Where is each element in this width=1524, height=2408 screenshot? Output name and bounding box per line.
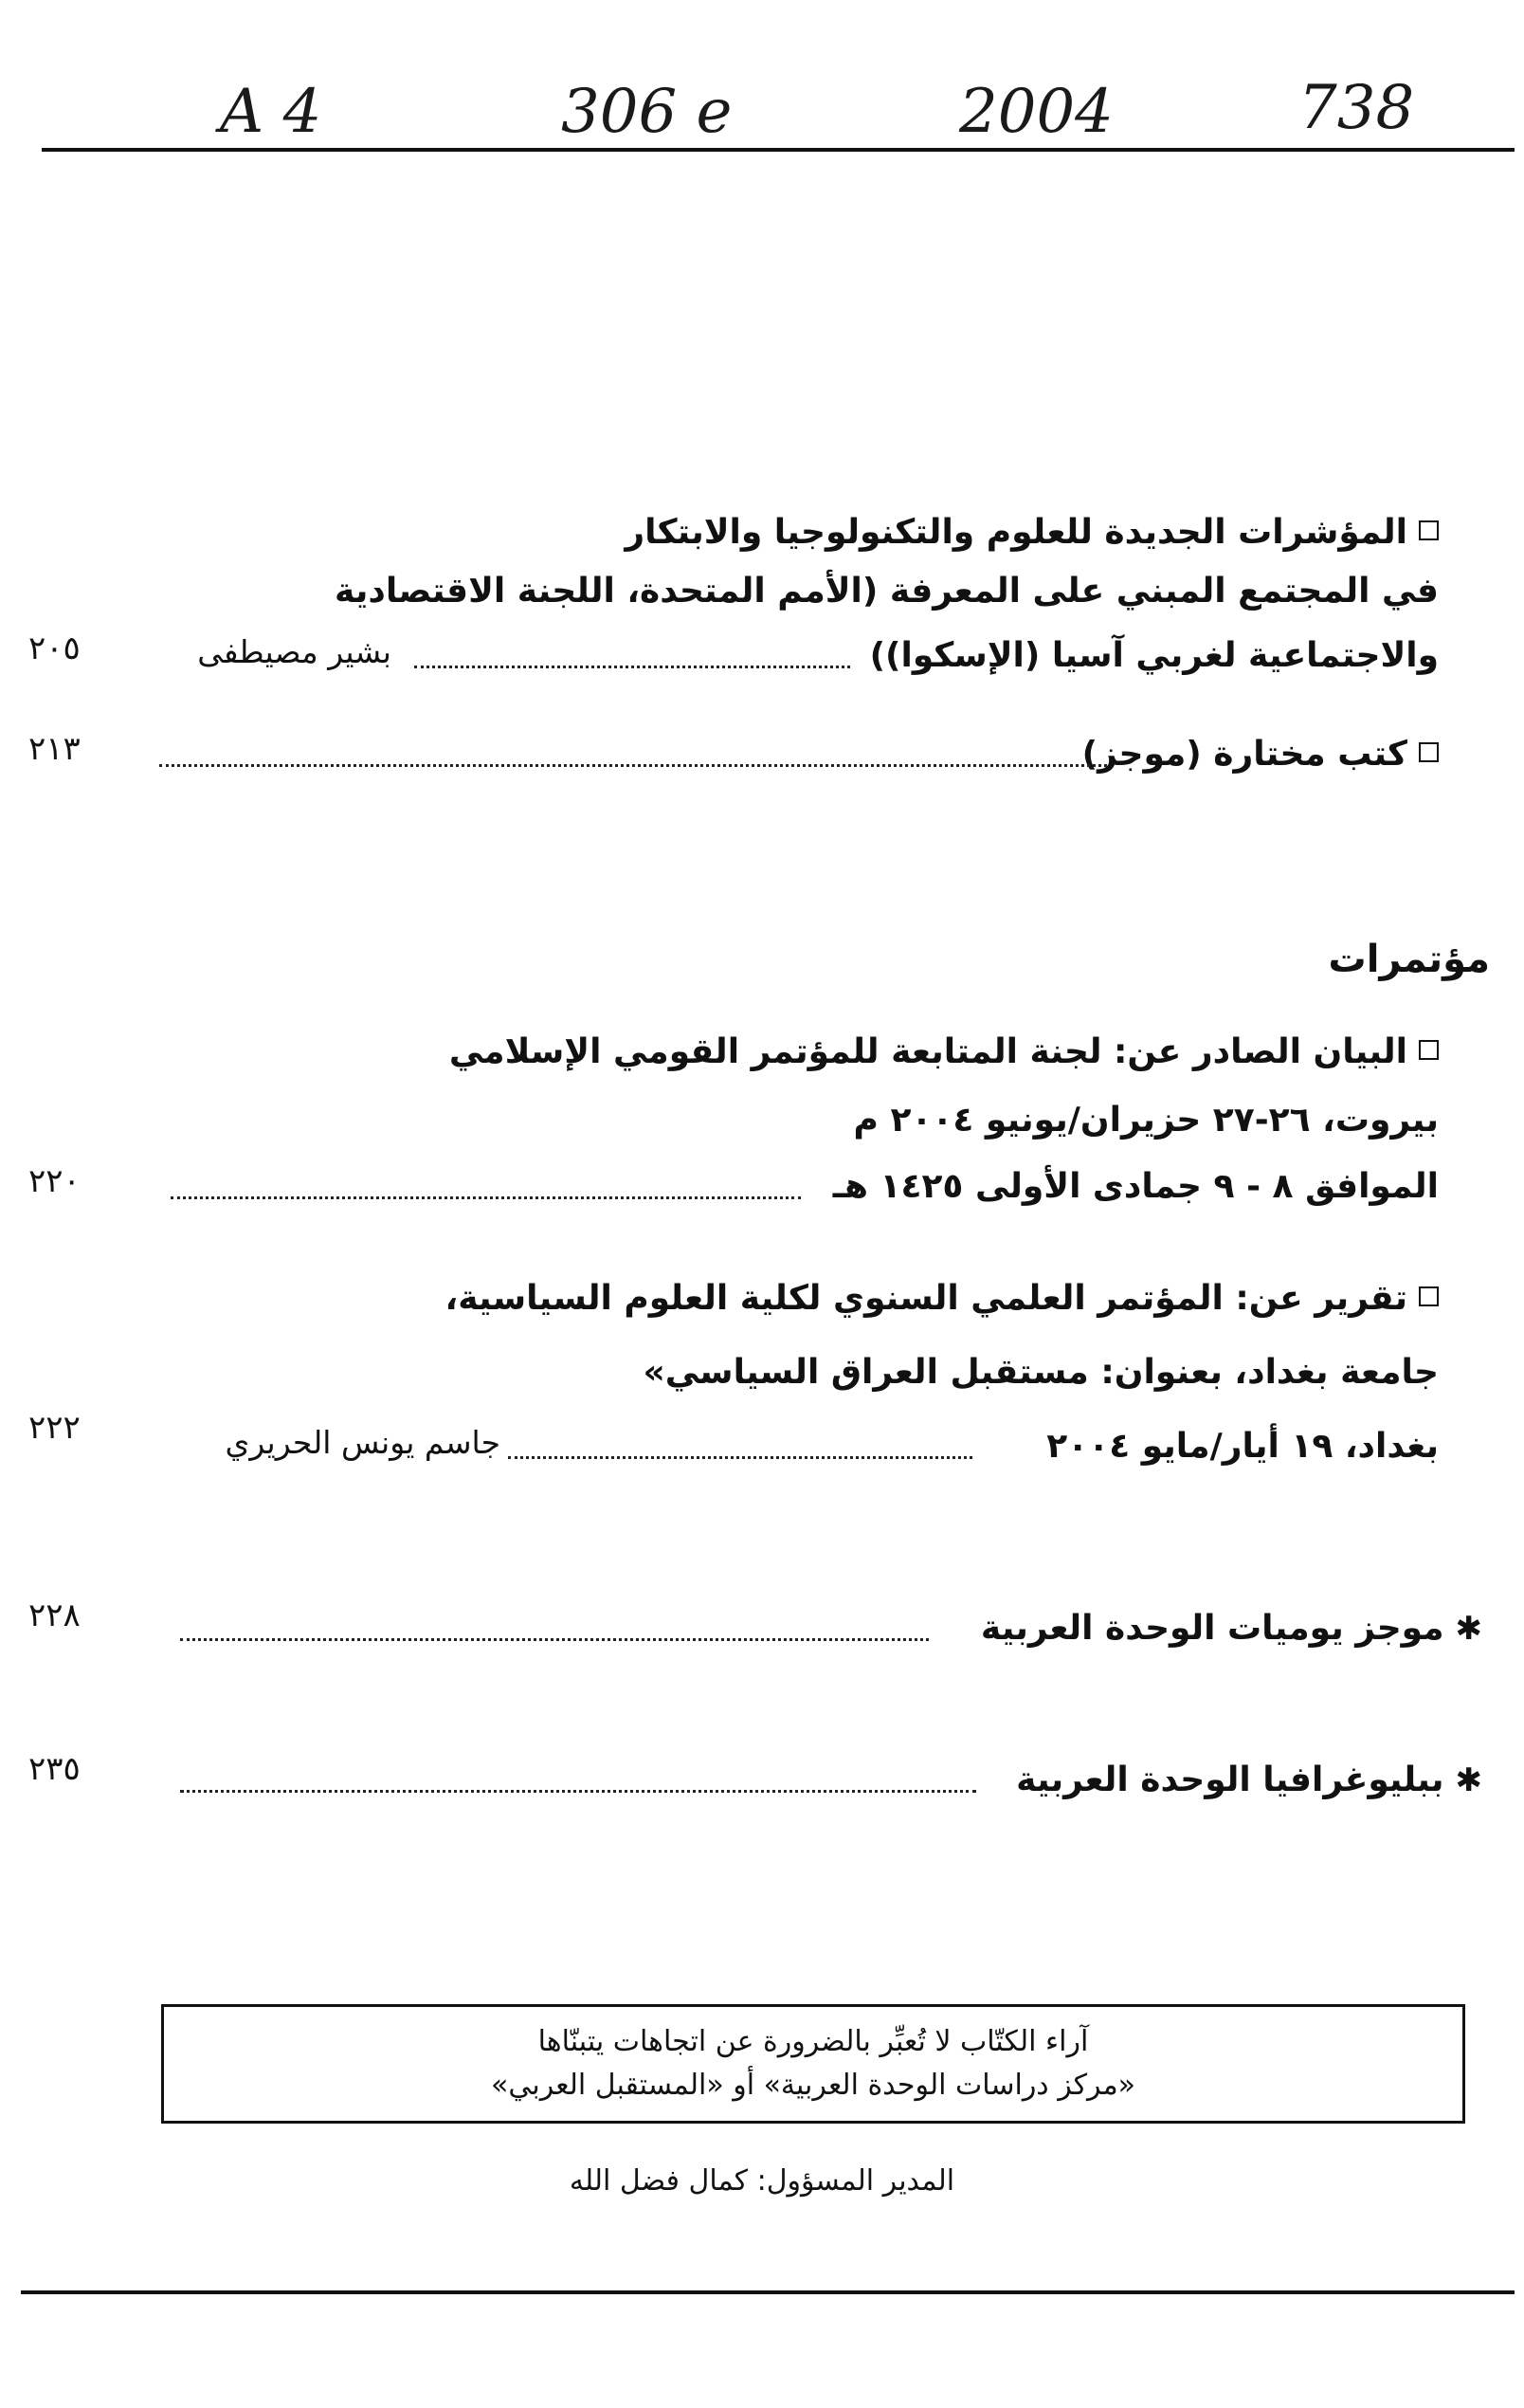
entry-title-line: تقرير عن: المؤتمر العلمي السنوي لكلية العلوم السياسية، xyxy=(445,1278,1439,1320)
entry-author: بشير مصيطفى xyxy=(197,633,391,670)
entry-title-line: البيان الصادر عن: لجنة المتابعة للمؤتمر القومي الإسلامي xyxy=(449,1031,1439,1073)
disclaimer-box xyxy=(161,2004,1465,2124)
asterisk-icon: ✱ xyxy=(1455,1610,1482,1648)
entry-title-line: جامعة بغداد، بعنوان: مستقبل العراق السياسي» xyxy=(643,1353,1439,1392)
responsible-manager: المدير المسؤول: كمال فضل الله xyxy=(569,2164,955,2198)
dot-leader xyxy=(180,1790,976,1793)
dot-leader xyxy=(171,1196,801,1199)
handwritten-year: 2004 xyxy=(959,77,1114,147)
page-number: ٢٢٢ xyxy=(28,1409,81,1447)
handwritten-classification: 306 e xyxy=(561,77,733,147)
checkbox-icon xyxy=(1419,1040,1439,1060)
entry-title-line: والاجتماعية لغربي آسيا (الإسكوا)) xyxy=(869,636,1439,675)
dot-leader xyxy=(159,764,1107,767)
entry-title-line: المؤشرات الجديدة للعلوم والتكنولوجيا والابتكار xyxy=(625,512,1439,554)
checkbox-icon xyxy=(1419,742,1439,762)
section-heading: مؤتمرات xyxy=(1328,938,1490,981)
asterisk-icon: ✱ xyxy=(1455,1761,1482,1799)
entry-title-line: الموافق ٨ - ٩ جمادى الأولى ١٤٢٥ هـ xyxy=(832,1167,1439,1206)
entry-title-line: في المجتمع المبني على المعرفة (الأمم المتحدة، اللجنة الاقتصادية xyxy=(335,572,1439,611)
footer-rule xyxy=(21,2290,1515,2294)
checkbox-icon xyxy=(1419,1286,1439,1306)
handwritten-number: 738 xyxy=(1298,73,1415,143)
dot-leader xyxy=(414,666,850,668)
page-number: ٢٢٠ xyxy=(28,1162,81,1200)
checkbox-icon xyxy=(1419,520,1439,540)
entry-title-line: بيروت، ٢٦-٢٧ حزيران/يونيو ٢٠٠٤ م xyxy=(853,1101,1439,1140)
header-rule xyxy=(42,148,1515,152)
page-number: ٢٠٥ xyxy=(28,629,81,667)
page-number: ٢٣٥ xyxy=(28,1750,81,1788)
disclaimer-line: «مركز دراسات الوحدة العربية» أو «المستقبل العربي» xyxy=(490,2069,1136,2102)
entry-title-line: ✱ببليوغرافيا الوحدة العربية xyxy=(1016,1760,1482,1799)
entry-title-line: بغداد، ١٩ أيار/مايو ٢٠٠٤ xyxy=(1046,1427,1439,1466)
dot-leader xyxy=(508,1456,972,1459)
dot-leader xyxy=(180,1638,929,1641)
disclaimer-line: آراء الكتّاب لا تُعبِّر بالضرورة عن اتجاهات يتبنّاها xyxy=(537,2025,1089,2058)
page-number: ٢١٣ xyxy=(28,730,81,768)
entry-author: جاسم يونس الحريري xyxy=(225,1424,500,1461)
entry-title-line: ✱موجز يوميات الوحدة العربية xyxy=(980,1609,1482,1648)
entry-title-line: كتب مختارة (موجز) xyxy=(1082,734,1439,775)
page-number: ٢٢٨ xyxy=(28,1596,81,1634)
handwritten-code: A 4 xyxy=(220,77,322,147)
